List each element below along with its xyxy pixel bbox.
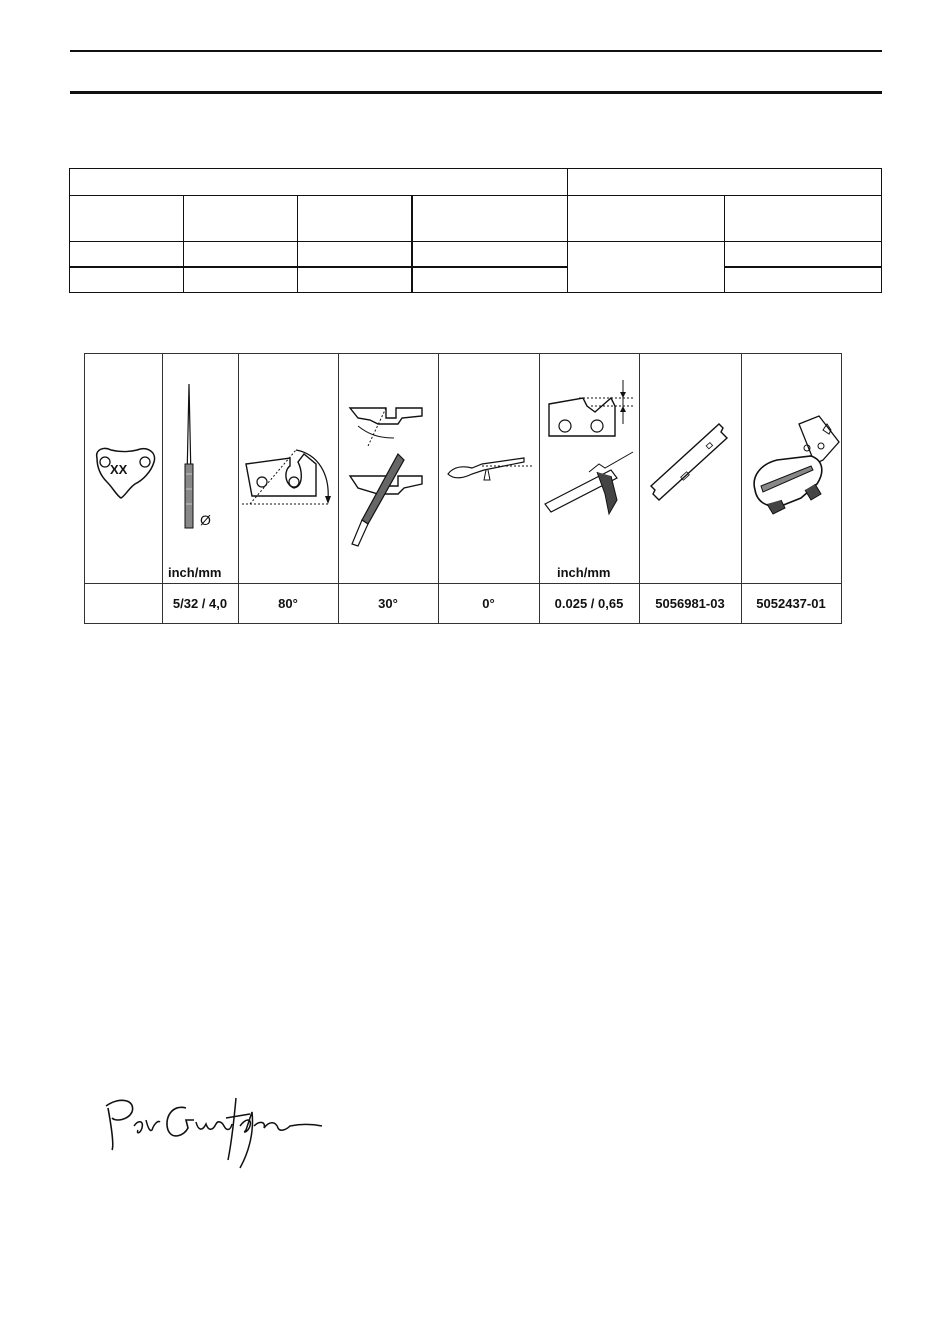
- round-file-icon: [162, 354, 238, 583]
- gauge-tool-icon: [639, 354, 741, 583]
- spec-table-vline: [724, 195, 725, 292]
- file-size-value: 5/32 / 4,0: [172, 596, 228, 611]
- round-file-cell: [162, 354, 238, 583]
- spec-table-hline: [70, 241, 881, 242]
- file-holder-icon: [741, 354, 841, 583]
- spec-table-vline: [183, 195, 184, 292]
- tilt-angle-icon: [438, 354, 539, 583]
- file-holder-part-number: 5052437-01: [756, 596, 826, 611]
- top-plate-angle-value: 80°: [278, 596, 298, 611]
- sharpening-table: [84, 353, 842, 624]
- file-unit-label: inch/mm: [168, 565, 222, 580]
- side-angle-icon: [338, 354, 438, 583]
- top-plate-angle-cell: [238, 354, 338, 583]
- gauge-tool-cell: [639, 354, 741, 583]
- diameter-symbol: Ø: [200, 512, 211, 528]
- file-holder-cell: [741, 354, 841, 583]
- spec-table-vline: [567, 169, 568, 292]
- signature-image: [100, 1090, 330, 1180]
- header-rule-bottom: [70, 91, 882, 94]
- side-angle-cell: [338, 354, 438, 583]
- depth-gauge-value: 0.025 / 0,65: [554, 596, 624, 611]
- top-plate-angle-icon: [238, 354, 338, 583]
- spec-table: [69, 168, 882, 293]
- header-rule-top: [70, 50, 882, 52]
- depth-gauge-cell: [539, 354, 639, 583]
- side-angle-value: 30°: [378, 596, 398, 611]
- spec-table-hline: [70, 195, 881, 196]
- chain-link-label: XX: [110, 462, 128, 477]
- chain-link-cell: [85, 354, 162, 583]
- tilt-angle-value: 0°: [482, 596, 495, 611]
- gauge-part-number: 5056981-03: [655, 596, 725, 611]
- spec-table-hline: [724, 266, 881, 268]
- depth-gauge-icon: [539, 354, 639, 583]
- tilt-angle-cell: [438, 354, 539, 583]
- spec-table-vline: [411, 195, 413, 292]
- spec-table-hline: [70, 266, 567, 268]
- depth-unit-label: inch/mm: [557, 565, 611, 580]
- spec-table-vline: [297, 195, 298, 292]
